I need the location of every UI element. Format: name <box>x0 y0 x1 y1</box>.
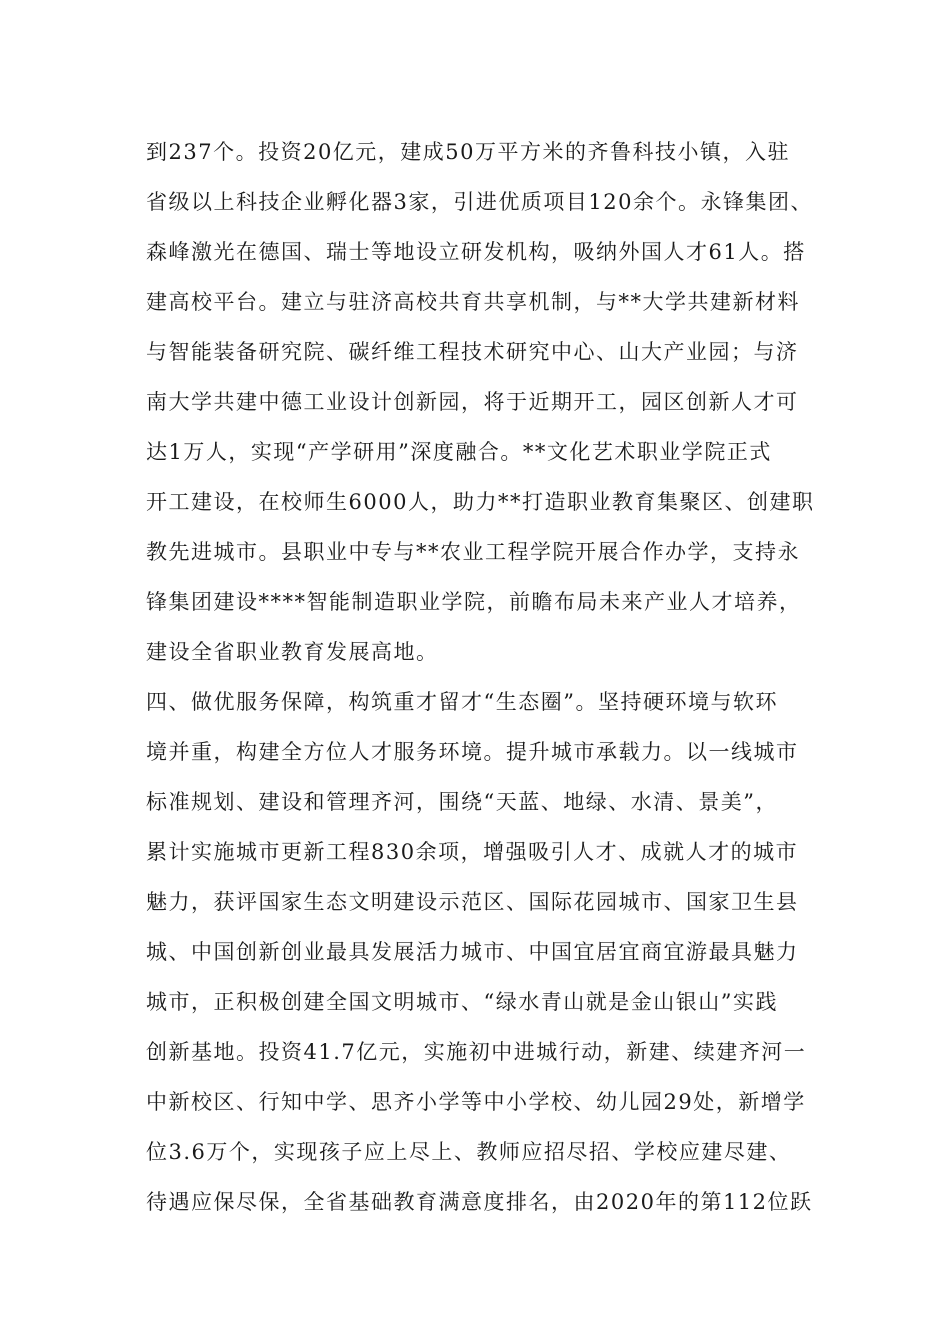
text-line: 创新基地。投资41.7亿元，实施初中进城行动，新建、续建齐河一 <box>146 1040 807 1064</box>
text-line: 标准规划、建设和管理齐河，围绕“天蓝、地绿、水清、景美”， <box>146 790 778 814</box>
text-line: 位3.6万个，实现孩子应上尽上、教师应招尽招、学校应建尽建、 <box>146 1140 792 1164</box>
text-line: 达1万人，实现“产学研用”深度融合。**文化艺术职业学院正式 <box>146 440 772 464</box>
text-line: 建设全省职业教育发展高地。 <box>146 640 439 664</box>
text-line: 与智能装备研究院、碳纤维工程技术研究中心、山大产业园；与济 <box>146 340 799 364</box>
section-heading-line: 四、做优服务保障，构筑重才留才“生态圈”。坚持硬环境与软环 <box>146 690 778 714</box>
text-line: 森峰激光在德国、瑞士等地设立研发机构，吸纳外国人才61人。搭 <box>146 240 806 264</box>
text-line: 南大学共建中德工业设计创新园，将于近期开工，园区创新人才可 <box>146 390 799 414</box>
text-line: 建高校平台。建立与驻济高校共育共享机制，与**大学共建新材料 <box>146 290 800 314</box>
text-line: 城市，正积极创建全国文明城市、“绿水青山就是金山银山”实践 <box>146 990 778 1014</box>
text-line: 中新校区、行知中学、思齐小学等中小学校、幼儿园29处，新增学 <box>146 1090 806 1114</box>
text-line: 魅力，获评国家生态文明建设示范区、国际花园城市、国家卫生县 <box>146 890 799 914</box>
text-line: 教先进城市。县职业中专与**农业工程学院开展合作办学，支持永 <box>146 540 800 564</box>
text-line: 累计实施城市更新工程830余项，增强吸引人才、成就人才的城市 <box>146 840 799 864</box>
text-line: 待遇应保尽保，全省基础教育满意度排名，由2020年的第112位跃 <box>146 1190 813 1214</box>
text-line: 境并重，构建全方位人才服务环境。提升城市承载力。以一线城市 <box>146 740 799 764</box>
text-line: 省级以上科技企业孵化器3家，引进优质项目120余个。永锋集团、 <box>146 190 813 214</box>
document-body <box>146 130 826 1230</box>
text-line: 到237个。投资20亿元，建成50万平方米的齐鲁科技小镇，入驻 <box>146 140 791 164</box>
text-line: 城、中国创新创业最具发展活力城市、中国宜居宜商宜游最具魅力 <box>146 940 799 964</box>
text-line: 锋集团建设****智能制造职业学院，前瞻布局未来产业人才培养， <box>146 590 802 614</box>
text-line: 开工建设，在校师生6000人，助力**打造职业教育集聚区、创建职 <box>146 490 815 514</box>
